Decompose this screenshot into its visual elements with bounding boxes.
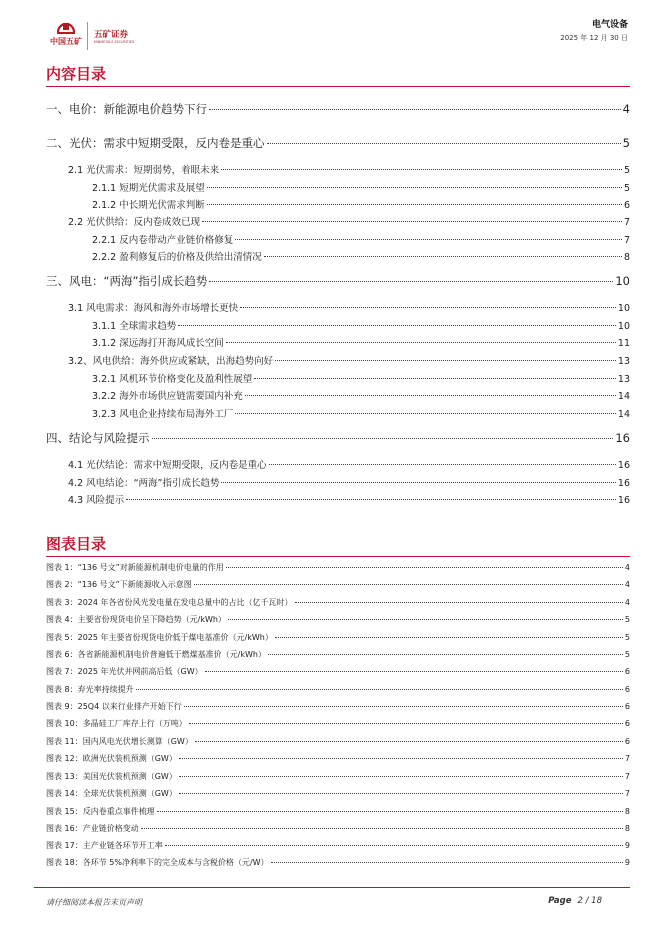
- figure-entry-page: 6: [624, 685, 630, 694]
- toc-entry-label: 3.2.1 风机环节价格变化及盈利性展望: [92, 374, 253, 385]
- toc-entry-page: 16: [617, 460, 630, 471]
- figure-entry[interactable]: [46, 857, 630, 868]
- figure-entry-label: 图表 8：弃光率持续提升: [46, 685, 134, 694]
- dot-leader: [189, 723, 623, 724]
- toc-entry[interactable]: [68, 353, 630, 367]
- figure-entry[interactable]: [46, 788, 630, 799]
- dot-leader: [184, 706, 623, 707]
- dot-leader: [267, 143, 621, 144]
- toc-entry[interactable]: [92, 180, 630, 194]
- dot-leader: [179, 793, 623, 794]
- toc-entry-page: 10: [615, 274, 630, 288]
- toc-entry-label: 3.1 风电需求：海风和海外市场增长更快: [68, 303, 239, 314]
- toc-entry-page: 13: [617, 356, 630, 367]
- dot-leader: [178, 325, 616, 326]
- dot-leader: [245, 395, 616, 396]
- figures-title: 图表目录: [46, 535, 107, 553]
- dot-leader: [152, 438, 614, 439]
- toc-entry[interactable]: [92, 197, 630, 211]
- toc-entry-label: 二、光伏：需求中短期受限，反内卷是重心: [46, 136, 265, 150]
- dot-leader: [205, 671, 623, 672]
- figure-entry-page: 5: [624, 650, 630, 659]
- figure-entry-label: 图表 1：“136 号文”对新能源机制电价电量的作用: [46, 563, 224, 572]
- toc-entry-label: 2.2.2 盈利修复后的价格及供给出清情况: [92, 252, 262, 263]
- toc-entry[interactable]: [92, 388, 630, 402]
- dot-leader: [269, 464, 616, 465]
- figure-entry-page: 9: [624, 841, 630, 850]
- figure-entry-page: 6: [624, 702, 630, 711]
- toc-entry-label: 2.1.1 短期光伏需求及展望: [92, 183, 205, 194]
- toc-entry-label: 2.2.1 反内卷带动产业链价格修复: [92, 235, 234, 246]
- figure-entry-label: 图表 4：主要省份现货电价呈下降趋势（元/kWh）: [46, 615, 226, 624]
- figure-entry[interactable]: [46, 562, 630, 573]
- dot-leader: [194, 584, 623, 585]
- figure-entry-label: 图表 15：反内卷重点事件梳理: [46, 807, 155, 816]
- figure-entry-label: 图表 16：产业链价格变动: [46, 824, 139, 833]
- figure-entry-label: 图表 12：欧洲光伏装机预测（GW）: [46, 754, 177, 763]
- toc-entry-page: 10: [617, 303, 630, 314]
- minmetals-securities-logo: [94, 28, 134, 44]
- toc-entry[interactable]: [68, 457, 630, 471]
- figure-entry-label: 图表 13：美国光伏装机预测（GW）: [46, 772, 177, 781]
- china-minmetals-logo: [46, 18, 86, 47]
- dot-leader: [207, 187, 622, 188]
- toc-entry-page: 11: [617, 338, 630, 349]
- dot-leader: [195, 741, 623, 742]
- page-word: Page: [548, 896, 572, 906]
- figure-entry-page: 8: [624, 824, 630, 833]
- figure-entry[interactable]: [46, 701, 630, 712]
- toc-entry-page: 4: [622, 102, 630, 116]
- footer-disclaimer: 请仔细阅读本报告末页声明: [46, 898, 142, 907]
- toc-entry-page: 8: [623, 252, 630, 263]
- toc-entry-label: 3.1.2 深远海打开海风成长空间: [92, 338, 224, 349]
- toc-entry-page: 14: [617, 391, 630, 402]
- figure-entry[interactable]: [46, 666, 630, 677]
- minmetals-emblem-icon: [56, 18, 76, 35]
- toc-entry[interactable]: [46, 135, 630, 151]
- sector-label: 电气设备: [591, 20, 628, 30]
- toc-title-rule: [46, 86, 630, 87]
- figure-entry-label: 图表 14：全球光伏装机预测（GW）: [46, 789, 177, 798]
- figure-entry[interactable]: [46, 823, 630, 834]
- figure-entry[interactable]: [46, 632, 630, 643]
- dot-leader: [271, 862, 623, 863]
- toc-entry-label: 3.2.3 风电企业持续布局海外工厂: [92, 409, 234, 420]
- toc-title: 内容目录: [46, 65, 107, 83]
- figure-entry-page: 5: [624, 615, 630, 624]
- figure-entry-page: 7: [624, 772, 630, 781]
- toc-entry-page: 7: [623, 217, 630, 228]
- footer-page-number: [548, 896, 602, 906]
- figure-entry-page: 7: [624, 789, 630, 798]
- dot-leader: [221, 169, 622, 170]
- toc-entry[interactable]: [68, 214, 630, 228]
- toc-entry-label: 四、结论与风险提示: [46, 431, 150, 445]
- toc-entry-label: 2.1 光伏需求：短期弱势，着眼未来: [68, 165, 220, 176]
- figure-entry-page: 4: [624, 580, 630, 589]
- toc-entry[interactable]: [46, 430, 630, 446]
- toc-entry-page: 6: [623, 200, 630, 211]
- figure-entry-label: 图表 7：2025 年光伏并网前高后低（GW）: [46, 667, 203, 676]
- report-date: 2025 年 12 月 30 日: [560, 34, 628, 42]
- toc-entry[interactable]: [92, 371, 630, 385]
- dot-leader: [235, 413, 616, 414]
- figure-entry[interactable]: [46, 597, 630, 608]
- figure-entry[interactable]: [46, 840, 630, 851]
- page-value: 2 / 18: [577, 896, 602, 906]
- figure-entry-page: 4: [624, 563, 630, 572]
- dot-leader: [228, 619, 623, 620]
- toc-entry-page: 16: [617, 495, 630, 506]
- logo-primary-text: 中国五矿: [50, 37, 82, 46]
- toc-entry[interactable]: [92, 318, 630, 332]
- figure-entry[interactable]: [46, 579, 630, 590]
- toc-entry-label: 4.3 风险提示: [68, 495, 125, 506]
- figure-entry[interactable]: [46, 753, 630, 764]
- figure-entry-label: 图表 2：“136 号文”下新能源收入示意图: [46, 580, 192, 589]
- figure-entry[interactable]: [46, 684, 630, 695]
- dot-leader: [275, 637, 623, 638]
- dot-leader: [268, 654, 623, 655]
- figure-entry-page: 4: [624, 598, 630, 607]
- toc-entry-page: 5: [622, 136, 630, 150]
- toc-entry-label: 4.2 风电结论：“两海”指引成长趋势: [68, 478, 220, 489]
- toc-entry-label: 2.2 光伏供给：反内卷成效已现: [68, 217, 201, 228]
- figure-entry-label: 图表 9：25Q4 以来行业排产开始下行: [46, 702, 182, 711]
- dot-leader: [221, 482, 615, 483]
- toc-entry[interactable]: [92, 232, 630, 246]
- dot-leader: [141, 828, 623, 829]
- figure-entry-label: 图表 5：2025 年主要省份现货电价低于煤电基准价（元/kWh）: [46, 633, 273, 642]
- figure-entry[interactable]: [46, 736, 630, 747]
- toc-entry-label: 一、电价：新能源电价趋势下行: [46, 102, 207, 116]
- toc-entry-page: 5: [623, 183, 630, 194]
- dot-leader: [254, 378, 616, 379]
- figure-entry-page: 6: [624, 719, 630, 728]
- toc-entry[interactable]: [92, 249, 630, 263]
- toc-entry[interactable]: [92, 335, 630, 349]
- toc-entry-label: 3.2、风电供给：海外供应或紧缺，出海趋势向好: [68, 356, 274, 367]
- dot-leader: [202, 221, 622, 222]
- footer-rule: [34, 887, 630, 888]
- toc-entry-label: 3.2.2 海外市场供应链需要国内补充: [92, 391, 243, 402]
- toc-entry-page: 14: [617, 409, 630, 420]
- toc-entry-page: 7: [623, 235, 630, 246]
- toc-entry[interactable]: [92, 406, 630, 420]
- logo-divider: [87, 22, 88, 50]
- figure-entry-label: 图表 17：主产业链各环节开工率: [46, 841, 163, 850]
- toc-entry-label: 4.1 光伏结论：需求中短期受限，反内卷是重心: [68, 460, 267, 471]
- dot-leader: [264, 256, 622, 257]
- dot-leader: [209, 281, 613, 282]
- dot-leader: [240, 307, 616, 308]
- toc-entry-label: 三、风电：“两海”指引成长趋势: [46, 274, 208, 288]
- figure-entry-page: 8: [624, 807, 630, 816]
- figure-entry-page: 5: [624, 633, 630, 642]
- dot-leader: [157, 811, 623, 812]
- toc-entry-page: 13: [617, 374, 630, 385]
- dot-leader: [165, 845, 623, 846]
- toc-entry-label: 2.1.2 中长期光伏需求判断: [92, 200, 205, 211]
- toc-entry[interactable]: [46, 101, 630, 117]
- dot-leader: [179, 758, 623, 759]
- figure-entry[interactable]: [46, 806, 630, 817]
- logo-secondary-subtext: MINMETALS SECURITIES: [94, 40, 135, 44]
- dot-leader: [207, 204, 622, 205]
- dot-leader: [179, 776, 623, 777]
- dot-leader: [136, 689, 623, 690]
- toc-entry-page: 16: [615, 431, 630, 445]
- figures-title-rule: [46, 556, 630, 557]
- toc-entry[interactable]: [68, 300, 630, 314]
- figure-entry-page: 9: [624, 858, 630, 867]
- figure-entry[interactable]: [46, 718, 630, 729]
- dot-leader: [226, 342, 616, 343]
- logo-secondary-text: 五矿证券: [94, 30, 129, 40]
- figure-entry-page: 6: [624, 667, 630, 676]
- figure-entry-page: 6: [624, 737, 630, 746]
- page-header: [0, 0, 662, 60]
- figure-entry-label: 图表 18：各环节 5%净利率下的完全成本与含税价格（元/W）: [46, 858, 269, 867]
- figure-entry-label: 图表 3：2024 年各省份风光发电量在发电总量中的占比（亿千瓦时）: [46, 598, 293, 607]
- toc-entry-label: 3.1.1 全球需求趋势: [92, 321, 177, 332]
- toc-entry-page: 5: [623, 165, 630, 176]
- toc-entry[interactable]: [68, 475, 630, 489]
- figure-entry[interactable]: [46, 649, 630, 660]
- dot-leader: [209, 109, 621, 110]
- toc-entry-page: 10: [617, 321, 630, 332]
- toc-entry-page: 16: [617, 478, 630, 489]
- figure-entry[interactable]: [46, 771, 630, 782]
- dot-leader: [295, 602, 623, 603]
- dot-leader: [275, 360, 616, 361]
- toc-entry[interactable]: [46, 273, 630, 289]
- dot-leader: [226, 567, 623, 568]
- figure-entry-label: 图表 6：各省新能源机制电价普遍低于燃煤基准价（元/kWh）: [46, 650, 266, 659]
- dot-leader: [235, 239, 622, 240]
- dot-leader: [126, 499, 616, 500]
- toc-entry[interactable]: [68, 492, 630, 506]
- figure-entry-label: 图表 11：国内风电光伏增长测算（GW）: [46, 737, 193, 746]
- figure-entry-page: 7: [624, 754, 630, 763]
- toc-entry[interactable]: [68, 162, 630, 176]
- figure-entry-label: 图表 10：多晶硅工厂库存上行（万吨）: [46, 719, 187, 728]
- figure-entry[interactable]: [46, 614, 630, 625]
